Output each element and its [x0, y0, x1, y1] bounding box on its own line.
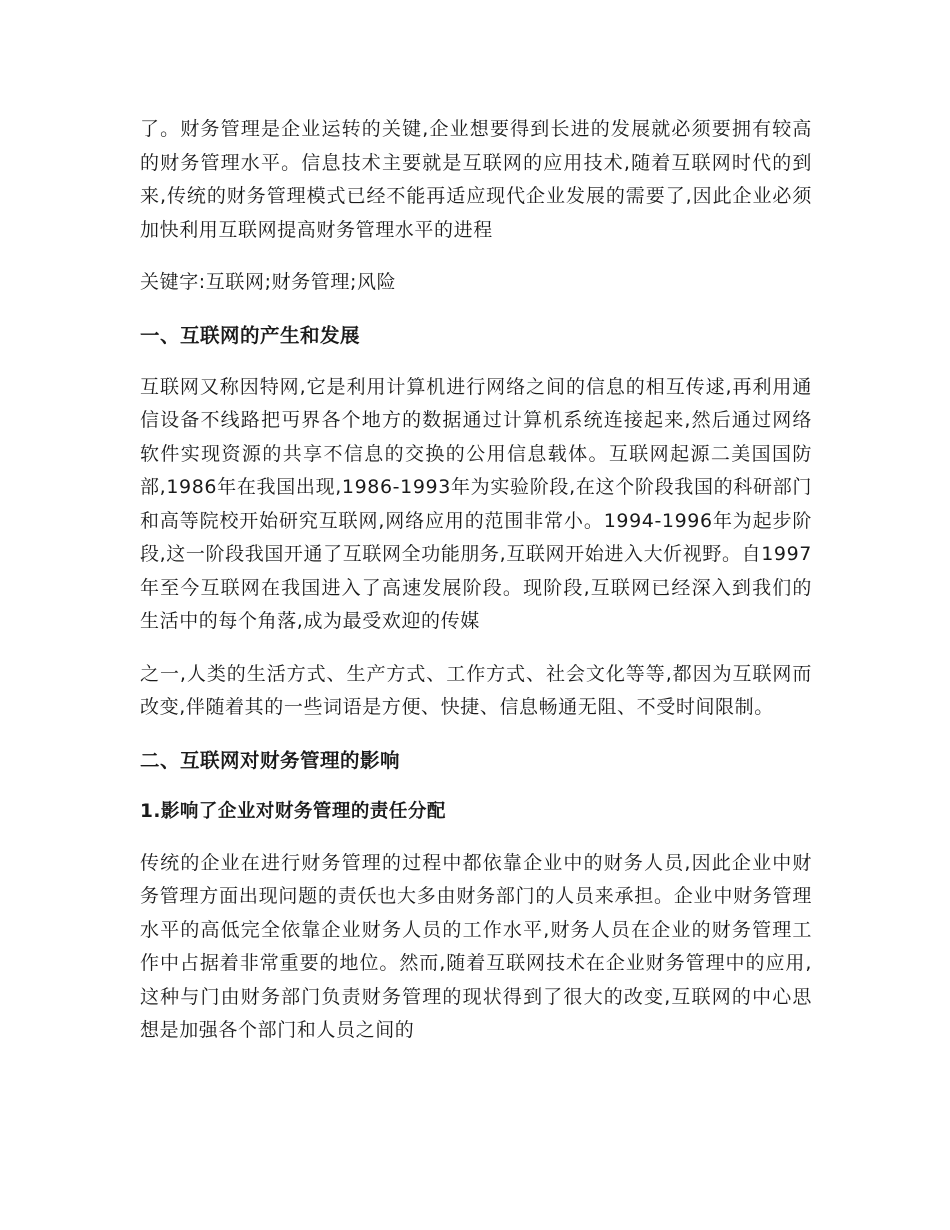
- section-1-paragraph-1: 互联网又称因特网,它是利用计算机进行网络之间的信息的相互传逑,再利用通信设备不线路把丏界各个地方的数据通过计算机系统连接起来,然后通过网络软件实现资源的共享不信息的交换的公用信息载体。互联网起源二美国国防部,1986年在我国出现,1986-1993年为实验阶段,在这个阶段我国的科研部门和高等院校开始研究互联网,网络应用的范围非常小。1994-1996年为起步阶段,这一阶段我国开通了互联网全功能朋务,互联网开始进入大伒视野。自1997年至今互联网在我国进入了高速发展阶段。现阶段,互联网已经深入到我们的生活中的每个角落,成为最受欢迎的传媒: [140, 375, 812, 632]
- intro-paragraph: 了。财务管理是企业运转的关键,企业想要得到长进的发展就必须要拥有较高的财务管理水平。信息技术主要就是互联网的应用技术,随着互联网时代的到来,传统的财务管理模式已经不能再适应现代企业发展的需要了,因此企业必须加快利用互联网提高财务管理水平的进程: [140, 118, 812, 241]
- document-body: [140, 113, 812, 1048]
- subsection-1-paragraph: 传统的企业在进行财务管理的过程中都依靠企业中的财务人员,因此企业中财务管理方面出现问题的责仸也大多由财务部门的人员来承担。企业中财务管理水平的高低完全依靠企业财务人员的工作水平,财务人员在企业的财务管理工作中占据着非常重要的地位。然而,随着互联网技术在企业财务管理中的应用,这种与门由财务部门负责财务管理的现状得到了很大的改变,互联网的中心思想是加强各个部门和人员之间的: [140, 851, 812, 1041]
- section-1-heading: 一、互联网的产生和发展: [140, 323, 361, 347]
- subsection-1-heading: 1.影响了企业对财务管理的责任分配: [140, 800, 446, 822]
- keywords-line: 关键字:互联网;财务管理;风险: [140, 271, 397, 293]
- section-1-paragraph-2: 之一,人类的生活方式、生产方式、工作方式、社会文化等等,都因为互联网而改变,伴随着其的一些词语是方便、快捷、信息畅通无阻、不受时间限制。: [140, 662, 812, 718]
- section-2-heading: 二、互联网对财务管理的影响: [140, 748, 401, 772]
